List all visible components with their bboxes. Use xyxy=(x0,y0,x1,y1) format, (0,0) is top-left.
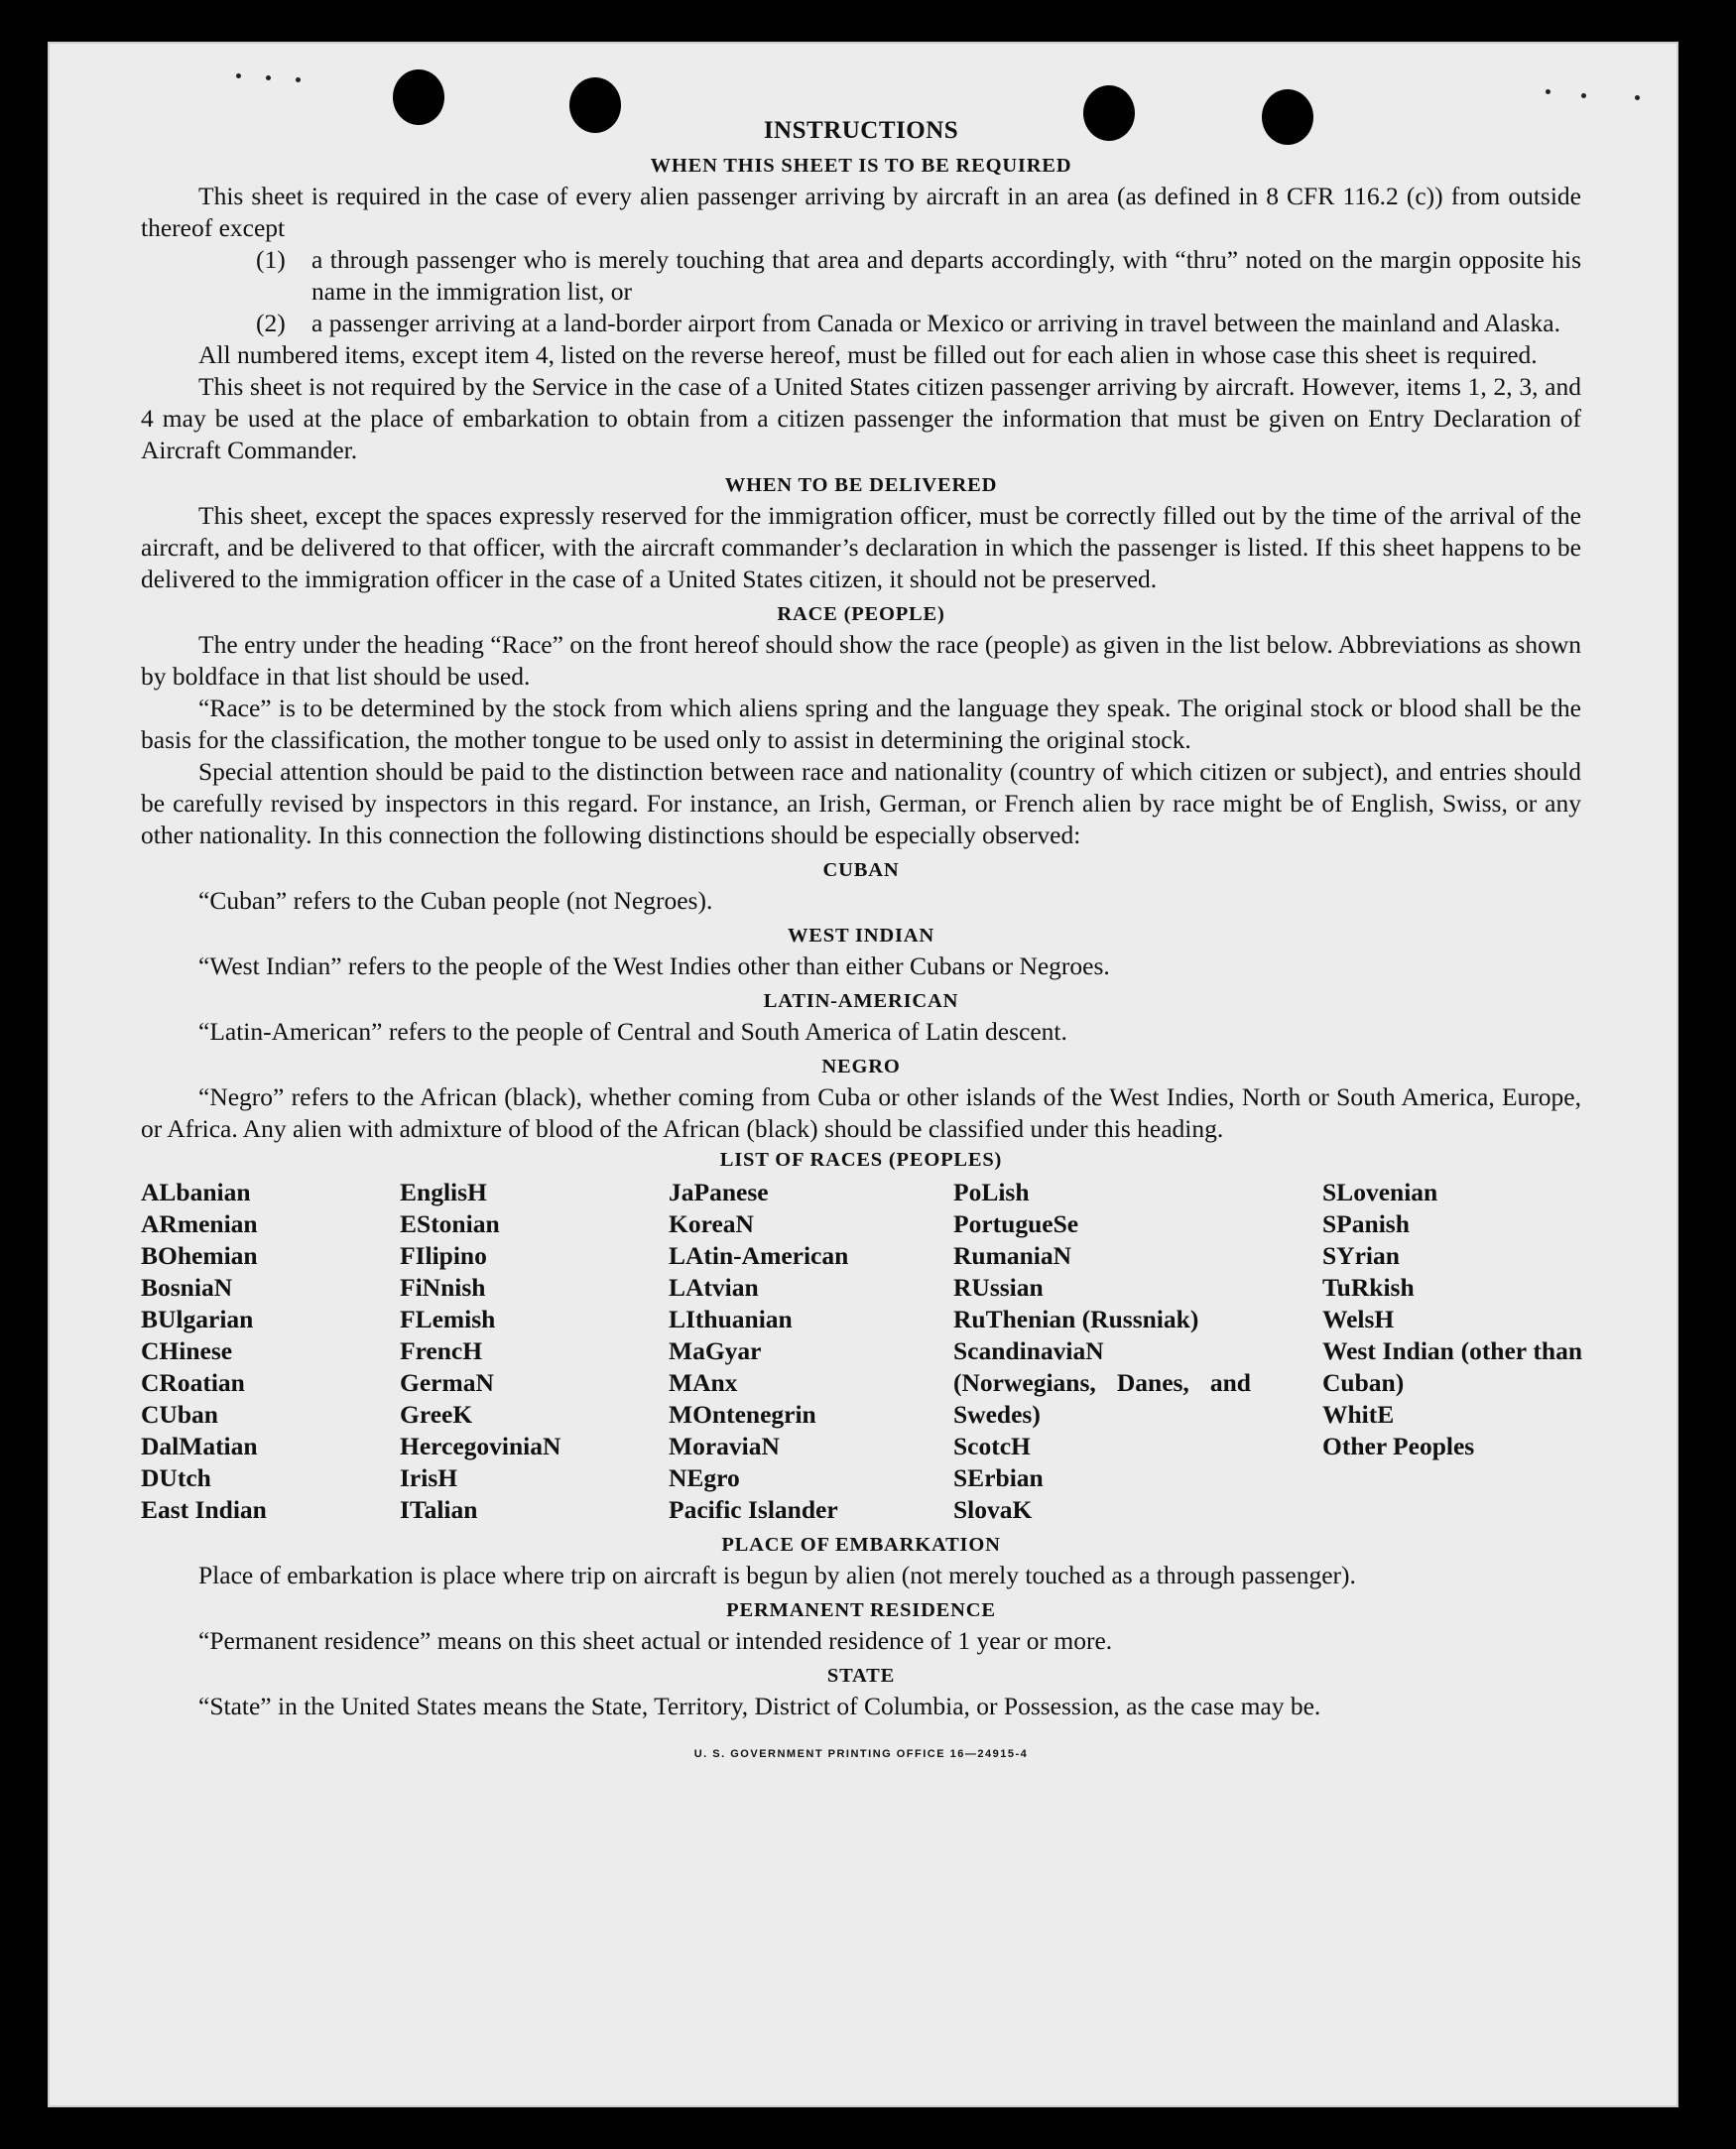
section-heading: WHEN THIS SHEET IS TO BE REQUIRED xyxy=(650,155,1072,177)
section-heading: WEST INDIAN xyxy=(788,925,934,947)
race-entry: LIthuanian xyxy=(669,1305,793,1333)
section-heading: PLACE OF EMBARKATION xyxy=(721,1534,1001,1556)
section-heading: CUBAN xyxy=(822,859,900,881)
race-entry: East Indian xyxy=(141,1495,267,1524)
race-entry: DalMatian xyxy=(141,1432,258,1460)
race-entry: MoraviaN xyxy=(669,1432,780,1460)
races-column xyxy=(400,1177,669,1526)
race-entry: RUssian xyxy=(953,1273,1044,1302)
race-entry: MOntenegrin xyxy=(669,1400,816,1429)
paragraph: “Race” is to be determined by the stock from which aliens spring and the language they speak. The original stock or blood shall be the basis for the classification, the mother tongue to be used only to assist in determining the original stock. xyxy=(141,694,1581,754)
race-entry: GreeK xyxy=(400,1400,473,1429)
paragraph: This sheet, except the spaces expressly reserved for the immigration officer, must be correctly filled out by the time of the arrival of the aircraft, and be delivered to that officer, with the aircraft commander’s declaration in which the passenger is listed. If this sheet happens to be delivered to the immigration officer in the case of a United States citizen, it should not be preserved. xyxy=(141,501,1581,593)
paragraph: Special attention should be paid to the distinction between race and nationality (country of which citizen or subject), and entries should be carefully revised by inspectors in this regard. For instance, an Irish, German, or French alien by race might be of English, Swiss, or any other nationality. In this connection the following distinctions should be especially observed: xyxy=(141,757,1581,849)
race-entry: NEgro xyxy=(669,1463,740,1492)
item-number: (1) xyxy=(256,245,286,274)
race-entry: ScandinaviaN (Norwegians, Danes, and Swedes) xyxy=(953,1336,1251,1429)
race-entry: EnglisH xyxy=(400,1178,487,1206)
race-entry: HercegoviniaN xyxy=(400,1432,561,1460)
exceptions-list xyxy=(141,244,1581,339)
printer-imprint: U. S. GOVERNMENT PRINTING OFFICE 16—24915-4 xyxy=(693,1748,1029,1760)
races-column xyxy=(669,1177,953,1526)
race-entry: SYrian xyxy=(1322,1241,1400,1270)
race-entry: SErbian xyxy=(953,1463,1044,1492)
section-heading: LATIN-AMERICAN xyxy=(763,990,959,1012)
paragraph: Place of embarkation is place where trip on aircraft is begun by alien (not merely touched as a through passenger). xyxy=(198,1561,1356,1589)
paragraph: This sheet is not required by the Service in the case of a United States citizen passenger arriving by aircraft. However, items 1, 2, 3, and 4 may be used at the place of embarkation to obtain from a citizen passenger the information that must be given on Entry Declaration of Aircraft Commander. xyxy=(141,372,1581,464)
paragraph: The entry under the heading “Race” on the front hereof should show the race (people) as given in the list below. Abbreviations as shown by boldface in that list should be used. xyxy=(141,630,1581,691)
race-entry: SlovaK xyxy=(953,1495,1033,1524)
race-entry: MAnx xyxy=(669,1368,738,1397)
race-entry: ITalian xyxy=(400,1495,478,1524)
race-entry: FiNnish xyxy=(400,1273,486,1302)
race-entry: PoLish xyxy=(953,1178,1030,1206)
race-entry: TuRkish xyxy=(1322,1273,1415,1302)
race-entry: PortugueSe xyxy=(953,1209,1079,1238)
race-entry: EStonian xyxy=(400,1209,500,1238)
paragraph: This sheet is required in the case of every alien passenger arriving by aircraft in an area (as defined in 8 CFR 116.2 (c)) from outside thereof except xyxy=(141,182,1581,242)
section-heading: LIST OF RACES (PEOPLES) xyxy=(719,1149,1003,1171)
race-entry: SLovenian xyxy=(1322,1178,1438,1206)
document-page xyxy=(48,42,1678,2107)
race-entry: CRoatian xyxy=(141,1368,245,1397)
race-entry: GermaN xyxy=(400,1368,494,1397)
section-heading: STATE xyxy=(826,1665,896,1687)
item-text: a through passenger who is merely touching that area and departs accordingly, with “thru” noted on the margin opposite his name in the immigration list, or xyxy=(311,245,1581,306)
race-entry: JaPanese xyxy=(669,1178,769,1206)
paragraph: “State” in the United States means the State, Territory, District of Columbia, or Possession, as the case may be. xyxy=(198,1692,1321,1720)
race-entry: CUban xyxy=(141,1400,218,1429)
race-entry: Other Peoples xyxy=(1322,1432,1475,1460)
race-entry: WelsH xyxy=(1322,1305,1395,1333)
item-number: (2) xyxy=(256,309,286,337)
race-entry: LAtvian xyxy=(669,1273,759,1302)
paragraph: “Latin-American” refers to the people of Central and South America of Latin descent. xyxy=(198,1017,1067,1046)
paragraph: All numbered items, except item 4, listed on the reverse hereof, must be filled out for each alien in whose case this sheet is required. xyxy=(198,340,1538,369)
races-column xyxy=(1322,1177,1581,1526)
paragraph: “Negro” refers to the African (black), whether coming from Cuba or other islands of the West Indies, North or South America, Europe, or Africa. Any alien with admixture of blood of the African (black) should be classified under this heading. xyxy=(141,1082,1581,1143)
races-column xyxy=(141,1177,400,1526)
race-entry: ARmenian xyxy=(141,1209,258,1238)
item-text: a passenger arriving at a land-border airport from Canada or Mexico or arriving in travel between the mainland and Alaska. xyxy=(311,309,1560,337)
race-entry: ScotcH xyxy=(953,1432,1031,1460)
race-entry: KoreaN xyxy=(669,1209,754,1238)
paragraph: “West Indian” refers to the people of the West Indies other than either Cubans or Negroes. xyxy=(198,951,1110,980)
list-item xyxy=(256,308,1581,339)
race-entry: BUlgarian xyxy=(141,1305,254,1333)
race-entry: FIlipino xyxy=(400,1241,487,1270)
race-entry: FLemish xyxy=(400,1305,496,1333)
race-entry: RuThenian (Russniak) xyxy=(953,1305,1199,1333)
race-entry: ALbanian xyxy=(141,1178,251,1206)
instructions-content xyxy=(141,115,1581,1770)
paragraph: “Permanent residence” means on this sheet actual or intended residence of 1 year or more. xyxy=(198,1626,1113,1655)
race-entry: BOhemian xyxy=(141,1241,258,1270)
race-entry: DUtch xyxy=(141,1463,211,1492)
race-entry: CHinese xyxy=(141,1336,233,1365)
races-column xyxy=(953,1177,1322,1526)
paragraph: “Cuban” refers to the Cuban people (not Negroes). xyxy=(198,886,713,915)
race-entry: IrisH xyxy=(400,1463,458,1492)
race-entry: BosniaN xyxy=(141,1273,233,1302)
page-title: INSTRUCTIONS xyxy=(763,117,959,144)
race-entry: West Indian (other than Cuban) xyxy=(1322,1336,1582,1397)
race-entry: LAtin-American xyxy=(669,1241,849,1270)
race-entry: RumaniaN xyxy=(953,1241,1072,1270)
race-entry: SPanish xyxy=(1322,1209,1410,1238)
race-entry: WhitE xyxy=(1322,1400,1395,1429)
section-heading: PERMANENT RESIDENCE xyxy=(726,1599,996,1621)
section-heading: RACE (PEOPLE) xyxy=(777,603,945,625)
race-entry: Pacific Islander xyxy=(669,1495,838,1524)
race-entry: FrencH xyxy=(400,1336,483,1365)
race-entry: MaGyar xyxy=(669,1336,762,1365)
section-heading: WHEN TO BE DELIVERED xyxy=(724,474,998,496)
section-heading: NEGRO xyxy=(821,1056,901,1077)
races-list xyxy=(141,1177,1581,1526)
list-item xyxy=(256,244,1581,308)
